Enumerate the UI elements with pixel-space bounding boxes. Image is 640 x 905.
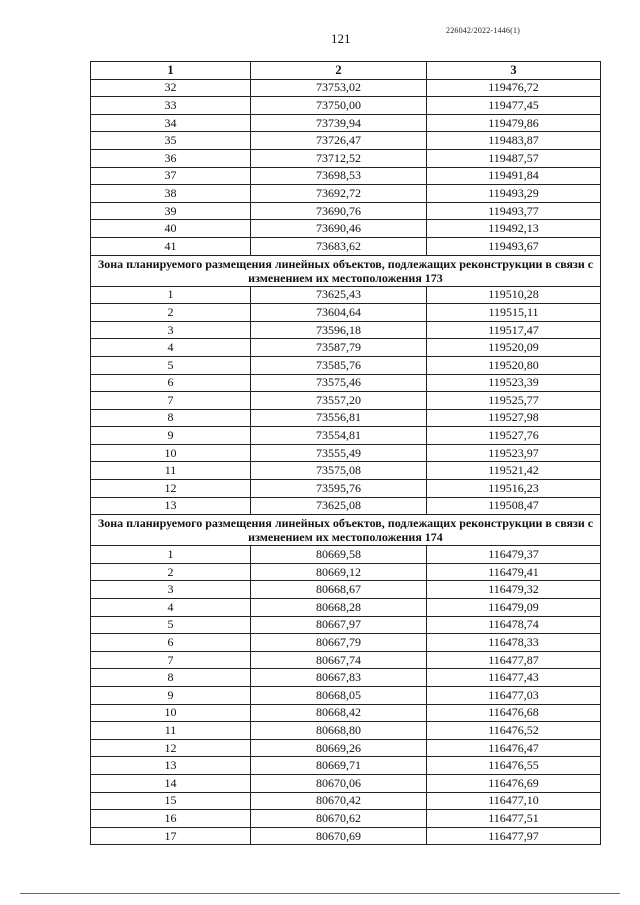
- section-title-row: [91, 515, 601, 546]
- x-coordinate-cell: 73739,94: [251, 114, 427, 132]
- y-coordinate-cell: 119492,13: [427, 220, 601, 238]
- point-number-cell: 32: [91, 79, 251, 97]
- point-number-cell: 16: [91, 810, 251, 828]
- table-row: [91, 149, 601, 167]
- y-coordinate-cell: 116476,55: [427, 757, 601, 775]
- x-coordinate-cell: 80668,05: [251, 687, 427, 705]
- point-number-cell: 10: [91, 444, 251, 462]
- y-coordinate-cell: 116476,47: [427, 739, 601, 757]
- table-row: [91, 374, 601, 392]
- x-coordinate-cell: 73625,08: [251, 497, 427, 515]
- point-number-cell: 4: [91, 339, 251, 357]
- y-coordinate-cell: 116479,09: [427, 599, 601, 617]
- column-header: 2: [251, 62, 427, 80]
- table-row: [91, 444, 601, 462]
- point-number-cell: 9: [91, 687, 251, 705]
- y-coordinate-cell: 119491,84: [427, 167, 601, 185]
- table-row: [91, 202, 601, 220]
- table-row: [91, 634, 601, 652]
- point-number-cell: 1: [91, 286, 251, 304]
- y-coordinate-cell: 116479,37: [427, 546, 601, 564]
- table-row: [91, 563, 601, 581]
- point-number-cell: 9: [91, 427, 251, 445]
- table-row: [91, 480, 601, 498]
- point-number-cell: 14: [91, 774, 251, 792]
- table-row: [91, 774, 601, 792]
- x-coordinate-cell: 80668,42: [251, 704, 427, 722]
- x-coordinate-cell: 73557,20: [251, 392, 427, 410]
- point-number-cell: 40: [91, 220, 251, 238]
- x-coordinate-cell: 73690,46: [251, 220, 427, 238]
- table-row: [91, 321, 601, 339]
- x-coordinate-cell: 73604,64: [251, 304, 427, 322]
- table-row: [91, 462, 601, 480]
- point-number-cell: 7: [91, 651, 251, 669]
- table-row: [91, 392, 601, 410]
- y-coordinate-cell: 119483,87: [427, 132, 601, 150]
- table-row: [91, 810, 601, 828]
- y-coordinate-cell: 119516,23: [427, 480, 601, 498]
- x-coordinate-cell: 80669,71: [251, 757, 427, 775]
- table-row: [91, 79, 601, 97]
- x-coordinate-cell: 80667,74: [251, 651, 427, 669]
- table-row: [91, 651, 601, 669]
- y-coordinate-cell: 119515,11: [427, 304, 601, 322]
- table-row: [91, 356, 601, 374]
- table-row: [91, 114, 601, 132]
- y-coordinate-cell: 119527,98: [427, 409, 601, 427]
- x-coordinate-cell: 73683,62: [251, 237, 427, 255]
- y-coordinate-cell: 119476,72: [427, 79, 601, 97]
- point-number-cell: 12: [91, 480, 251, 498]
- y-coordinate-cell: 116477,43: [427, 669, 601, 687]
- point-number-cell: 6: [91, 634, 251, 652]
- x-coordinate-cell: 73575,08: [251, 462, 427, 480]
- x-coordinate-cell: 80669,12: [251, 563, 427, 581]
- y-coordinate-cell: 119479,86: [427, 114, 601, 132]
- x-coordinate-cell: 73690,76: [251, 202, 427, 220]
- y-coordinate-cell: 116479,32: [427, 581, 601, 599]
- column-header: 3: [427, 62, 601, 80]
- x-coordinate-cell: 73554,81: [251, 427, 427, 445]
- y-coordinate-cell: 119487,57: [427, 149, 601, 167]
- x-coordinate-cell: 80669,58: [251, 546, 427, 564]
- point-number-cell: 11: [91, 462, 251, 480]
- table-row: [91, 167, 601, 185]
- coordinates-table: [90, 61, 601, 845]
- x-coordinate-cell: 73575,46: [251, 374, 427, 392]
- section-title: Зона планируемого размещения линейных объектов, подлежащих реконструкции в связи с изменением их местоположения 173: [91, 255, 601, 286]
- point-number-cell: 17: [91, 827, 251, 845]
- table-row: [91, 132, 601, 150]
- point-number-cell: 36: [91, 149, 251, 167]
- y-coordinate-cell: 119508,47: [427, 497, 601, 515]
- x-coordinate-cell: 73698,53: [251, 167, 427, 185]
- y-coordinate-cell: 119517,47: [427, 321, 601, 339]
- page-number: 121: [331, 31, 351, 46]
- table-row: [91, 97, 601, 115]
- table-row: [91, 497, 601, 515]
- table-header-row: [91, 62, 601, 80]
- point-number-cell: 6: [91, 374, 251, 392]
- table-row: [91, 185, 601, 203]
- table-row: [91, 220, 601, 238]
- y-coordinate-cell: 116477,03: [427, 687, 601, 705]
- y-coordinate-cell: 116479,41: [427, 563, 601, 581]
- x-coordinate-cell: 73556,81: [251, 409, 427, 427]
- x-coordinate-cell: 73753,02: [251, 79, 427, 97]
- y-coordinate-cell: 119521,42: [427, 462, 601, 480]
- table-row: [91, 827, 601, 845]
- table-row: [91, 616, 601, 634]
- table-row: [91, 669, 601, 687]
- x-coordinate-cell: 73726,47: [251, 132, 427, 150]
- page-bottom-rule: [20, 893, 620, 894]
- point-number-cell: 5: [91, 616, 251, 634]
- column-header: 1: [91, 62, 251, 80]
- section-title-row: [91, 255, 601, 286]
- point-number-cell: 2: [91, 304, 251, 322]
- point-number-cell: 33: [91, 97, 251, 115]
- table-row: [91, 599, 601, 617]
- x-coordinate-cell: 80668,80: [251, 722, 427, 740]
- x-coordinate-cell: 73712,52: [251, 149, 427, 167]
- point-number-cell: 35: [91, 132, 251, 150]
- y-coordinate-cell: 119493,29: [427, 185, 601, 203]
- point-number-cell: 39: [91, 202, 251, 220]
- y-coordinate-cell: 116477,97: [427, 827, 601, 845]
- point-number-cell: 2: [91, 563, 251, 581]
- point-number-cell: 8: [91, 409, 251, 427]
- point-number-cell: 13: [91, 757, 251, 775]
- point-number-cell: 3: [91, 321, 251, 339]
- table-row: [91, 237, 601, 255]
- x-coordinate-cell: 80667,97: [251, 616, 427, 634]
- y-coordinate-cell: 116478,33: [427, 634, 601, 652]
- y-coordinate-cell: 116477,10: [427, 792, 601, 810]
- point-number-cell: 3: [91, 581, 251, 599]
- point-number-cell: 1: [91, 546, 251, 564]
- y-coordinate-cell: 119493,77: [427, 202, 601, 220]
- section-title: Зона планируемого размещения линейных объектов, подлежащих реконструкции в связи с изменением их местоположения 174: [91, 515, 601, 546]
- point-number-cell: 34: [91, 114, 251, 132]
- table-row: [91, 304, 601, 322]
- x-coordinate-cell: 73692,72: [251, 185, 427, 203]
- x-coordinate-cell: 80669,26: [251, 739, 427, 757]
- y-coordinate-cell: 119520,80: [427, 356, 601, 374]
- x-coordinate-cell: 73750,00: [251, 97, 427, 115]
- point-number-cell: 12: [91, 739, 251, 757]
- point-number-cell: 13: [91, 497, 251, 515]
- point-number-cell: 4: [91, 599, 251, 617]
- point-number-cell: 10: [91, 704, 251, 722]
- y-coordinate-cell: 119523,97: [427, 444, 601, 462]
- x-coordinate-cell: 73587,79: [251, 339, 427, 357]
- x-coordinate-cell: 80670,62: [251, 810, 427, 828]
- y-coordinate-cell: 119523,39: [427, 374, 601, 392]
- x-coordinate-cell: 80667,79: [251, 634, 427, 652]
- table-body: [91, 79, 601, 845]
- table-row: [91, 792, 601, 810]
- x-coordinate-cell: 73555,49: [251, 444, 427, 462]
- point-number-cell: 7: [91, 392, 251, 410]
- y-coordinate-cell: 116477,51: [427, 810, 601, 828]
- point-number-cell: 38: [91, 185, 251, 203]
- point-number-cell: 8: [91, 669, 251, 687]
- x-coordinate-cell: 80667,83: [251, 669, 427, 687]
- point-number-cell: 5: [91, 356, 251, 374]
- table-row: [91, 757, 601, 775]
- x-coordinate-cell: 80670,69: [251, 827, 427, 845]
- point-number-cell: 41: [91, 237, 251, 255]
- x-coordinate-cell: 73625,43: [251, 286, 427, 304]
- y-coordinate-cell: 116476,69: [427, 774, 601, 792]
- y-coordinate-cell: 119493,67: [427, 237, 601, 255]
- table-row: [91, 286, 601, 304]
- table-row: [91, 409, 601, 427]
- y-coordinate-cell: 119477,45: [427, 97, 601, 115]
- x-coordinate-cell: 80668,28: [251, 599, 427, 617]
- table-row: [91, 546, 601, 564]
- point-number-cell: 11: [91, 722, 251, 740]
- table-row: [91, 739, 601, 757]
- table-row: [91, 687, 601, 705]
- x-coordinate-cell: 80670,06: [251, 774, 427, 792]
- y-coordinate-cell: 119510,28: [427, 286, 601, 304]
- table-row: [91, 581, 601, 599]
- table-row: [91, 427, 601, 445]
- x-coordinate-cell: 73596,18: [251, 321, 427, 339]
- table-row: [91, 704, 601, 722]
- point-number-cell: 37: [91, 167, 251, 185]
- y-coordinate-cell: 119527,76: [427, 427, 601, 445]
- y-coordinate-cell: 119525,77: [427, 392, 601, 410]
- x-coordinate-cell: 73585,76: [251, 356, 427, 374]
- x-coordinate-cell: 80668,67: [251, 581, 427, 599]
- document-id: 226042/2022-1446(1): [446, 26, 521, 35]
- y-coordinate-cell: 116476,52: [427, 722, 601, 740]
- y-coordinate-cell: 119520,09: [427, 339, 601, 357]
- x-coordinate-cell: 73595,76: [251, 480, 427, 498]
- table-row: [91, 722, 601, 740]
- y-coordinate-cell: 116477,87: [427, 651, 601, 669]
- table-row: [91, 339, 601, 357]
- y-coordinate-cell: 116476,68: [427, 704, 601, 722]
- y-coordinate-cell: 116478,74: [427, 616, 601, 634]
- x-coordinate-cell: 80670,42: [251, 792, 427, 810]
- point-number-cell: 15: [91, 792, 251, 810]
